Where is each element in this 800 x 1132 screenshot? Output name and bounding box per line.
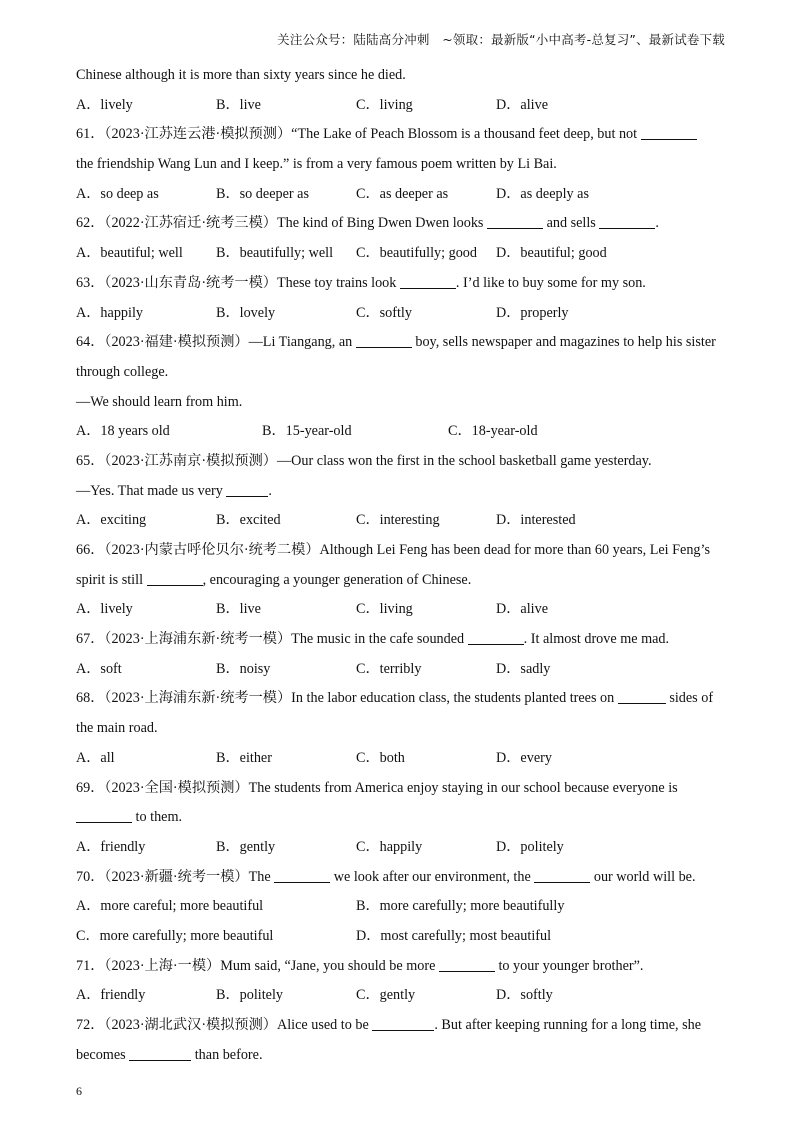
- answer-option: D．interested: [496, 512, 576, 529]
- answer-options: [76, 417, 726, 447]
- answer-options: [76, 239, 726, 269]
- question-text-line: [76, 447, 726, 477]
- answer-option: A．friendly: [76, 987, 146, 1004]
- answer-option: A．soft: [76, 660, 122, 677]
- answer-options: [76, 180, 726, 210]
- answer-option: D．most carefully; most beautiful: [356, 927, 552, 944]
- answer-option: B．15-year-old: [262, 423, 352, 440]
- question-text: 71．（2023·上海·一模）Mum said, “Jane, you should be more: [76, 957, 439, 974]
- question-text: . But after keeping running for a long time, she: [434, 1017, 702, 1033]
- answer-option: B．gently: [216, 838, 276, 855]
- question-text: sides of: [665, 690, 714, 707]
- answer-option: A．all: [76, 749, 115, 766]
- page-header: 关注公众号：陆陆高分冲刺 ~领取：最新版“小中高考-总复习”、最新试卷下载: [277, 32, 725, 47]
- answer-option: C．18-year-old: [448, 423, 538, 440]
- question-text-line: [76, 863, 726, 893]
- question-text: 65．（2023·江苏南京·模拟预测）—Our class won the first in the school basketball game yesterday.: [76, 452, 652, 469]
- answer-option: A．lively: [76, 96, 133, 113]
- answer-option: B．either: [216, 749, 272, 766]
- answer-option: B．noisy: [216, 660, 271, 677]
- question-text: 72．（2023·湖北武汉·模拟预测）Alice used to be: [76, 1017, 373, 1033]
- question-text: we look after our environment, the: [330, 868, 535, 885]
- question-text: the main road.: [76, 720, 158, 737]
- question-text: 66．（2023·内蒙古呼伦贝尔·统考二模）Although Lei Feng has been dead for more than 60 years, Lei Feng’s: [76, 542, 710, 558]
- answer-option: A．friendly: [76, 838, 146, 855]
- answer-option: B．beautifully; well: [216, 245, 334, 262]
- question-text-line: [76, 328, 726, 358]
- question-text: 70．（2023·新疆·统考一模）The: [76, 868, 275, 885]
- page-number: 6: [76, 1084, 82, 1098]
- question-text: . I’d like to buy some for my son.: [455, 274, 646, 291]
- answer-option: B．lovely: [216, 304, 276, 321]
- answer-blank: [129, 1046, 191, 1061]
- question-text: 67．（2023·上海浦东新·统考一模）The music in the cafe sounded: [76, 631, 468, 648]
- question-text-line: [76, 625, 726, 655]
- question-text-line: [76, 1041, 726, 1071]
- answer-option: A．18 years old: [76, 423, 170, 440]
- answer-blank: [468, 630, 524, 645]
- answer-option: C．interesting: [356, 512, 440, 529]
- question-text: . It almost drove me mad.: [523, 631, 670, 648]
- answer-options: [76, 922, 726, 952]
- question-text: 62．（2022·江苏宿迁·统考三模）The kind of Bing Dwen Dwen looks: [76, 215, 488, 232]
- question-text-line: [76, 566, 726, 596]
- question-text: becomes: [76, 1046, 130, 1063]
- answer-option: B．so deeper as: [216, 185, 309, 202]
- answer-option: C．as deeper as: [356, 185, 449, 202]
- answer-blank: [439, 957, 495, 972]
- answer-option: A．lively: [76, 601, 133, 618]
- answer-option: D．alive: [496, 96, 549, 113]
- question-text: boy, sells newspaper and magazines to help his sister: [411, 334, 716, 351]
- answer-blank: [641, 125, 697, 140]
- answer-option: D．softly: [496, 987, 553, 1004]
- answer-option: A．happily: [76, 304, 143, 321]
- question-text-line: [76, 150, 726, 180]
- question-text-line: [76, 774, 726, 804]
- question-text-line: [76, 120, 726, 150]
- question-text-line: [76, 714, 726, 744]
- question-text-line: [76, 1011, 726, 1041]
- question-text: than before.: [191, 1046, 263, 1063]
- question-text-line: [76, 684, 726, 714]
- question-text-line: [76, 477, 726, 507]
- answer-option: B．politely: [216, 987, 283, 1004]
- question-text-line: [76, 952, 726, 982]
- question-list: [76, 61, 726, 1070]
- answer-blank: [618, 689, 666, 704]
- answer-blank: [274, 868, 330, 883]
- answer-option: D．as deeply as: [496, 185, 589, 202]
- question-text: .: [655, 215, 659, 232]
- answer-blank: [226, 482, 268, 497]
- question-text-line: [76, 269, 726, 299]
- question-text: the friendship Wang Lun and I keep.” is from a very famous poem written by Li Bai.: [76, 156, 557, 173]
- answer-option: C．more carefully; more beautiful: [76, 927, 274, 944]
- question-text: 69．（2023·全国·模拟预测）The students from America enjoy staying in our school because everyone is: [76, 779, 678, 796]
- question-text-line: [76, 536, 726, 566]
- answer-option: C．gently: [356, 987, 416, 1004]
- question-text: our world will be.: [590, 868, 696, 885]
- answer-blank: [599, 214, 655, 229]
- answer-option: C．living: [356, 601, 413, 618]
- question-text: and sells: [543, 215, 600, 232]
- answer-option: A．exciting: [76, 512, 147, 529]
- answer-option: D．beautiful; good: [496, 245, 607, 262]
- question-text-line: [76, 209, 726, 239]
- question-text: to your younger brother”.: [494, 957, 644, 974]
- question-text: 61．（2023·江苏连云港·模拟预测）“The Lake of Peach Blossom is a thousand feet deep, but not: [76, 126, 641, 143]
- answer-blank: [400, 274, 456, 289]
- answer-option: D．every: [496, 749, 552, 766]
- answer-blank: [76, 808, 132, 823]
- question-text: 63．（2023·山东青岛·统考一模）These toy trains look: [76, 274, 400, 291]
- answer-options: [76, 595, 726, 625]
- question-text: 64．（2023·福建·模拟预测）—Li Tiangang, an: [76, 334, 356, 351]
- answer-options: [76, 892, 726, 922]
- answer-blank: [372, 1016, 434, 1031]
- question-text: Chinese although it is more than sixty years since he died.: [76, 67, 406, 83]
- answer-option: C．terribly: [356, 660, 422, 677]
- answer-option: B．excited: [216, 512, 281, 529]
- answer-option: C．happily: [356, 838, 423, 855]
- answer-blank: [356, 333, 412, 348]
- answer-option: C．both: [356, 749, 405, 766]
- answer-option: A．beautiful; well: [76, 245, 183, 262]
- answer-options: [76, 91, 726, 121]
- answer-option: D．politely: [496, 838, 564, 855]
- question-text: —Yes. That made us very: [76, 482, 227, 499]
- answer-options: [76, 655, 726, 685]
- answer-option: D．properly: [496, 304, 569, 321]
- answer-options: [76, 833, 726, 863]
- answer-option: C．beautifully; good: [356, 245, 477, 262]
- answer-blank: [147, 571, 203, 586]
- question-text: to them.: [132, 809, 183, 826]
- answer-blank: [534, 868, 590, 883]
- answer-option: A．so deep as: [76, 185, 159, 202]
- answer-option: C．living: [356, 96, 413, 113]
- answer-option: D．alive: [496, 601, 549, 618]
- answer-option: C．softly: [356, 304, 412, 321]
- question-text: .: [268, 482, 272, 499]
- question-text-line: [76, 358, 726, 388]
- question-text-line: [76, 388, 726, 418]
- question-text: —We should learn from him.: [76, 393, 243, 410]
- question-text-line: [76, 61, 726, 91]
- question-text: 68．（2023·上海浦东新·统考一模）In the labor education class, the students planted trees on: [76, 690, 618, 707]
- answer-option: B．live: [216, 96, 261, 113]
- answer-options: [76, 981, 726, 1011]
- answer-option: B．more carefully; more beautifully: [356, 898, 565, 915]
- answer-option: A．more careful; more beautiful: [76, 898, 264, 915]
- answer-options: [76, 299, 726, 329]
- answer-option: D．sadly: [496, 660, 551, 677]
- answer-blank: [487, 214, 543, 229]
- answer-options: [76, 744, 726, 774]
- question-text-line: [76, 803, 726, 833]
- answer-options: [76, 506, 726, 536]
- question-text: through college.: [76, 363, 169, 380]
- question-text: , encouraging a younger generation of Chinese.: [202, 571, 472, 588]
- answer-option: B．live: [216, 601, 261, 618]
- question-text: spirit is still: [76, 571, 147, 588]
